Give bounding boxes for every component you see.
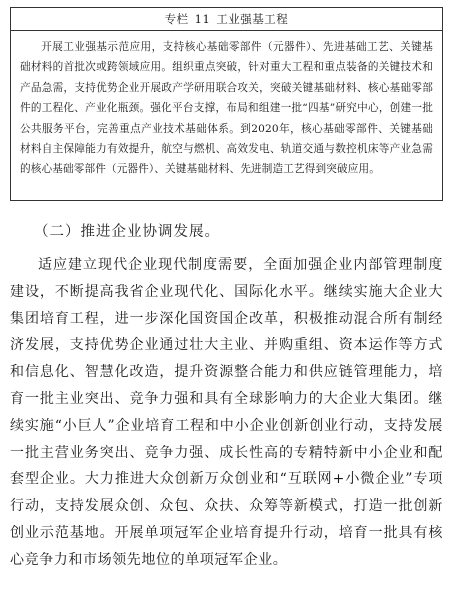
column-header — [11, 8, 442, 31]
main-paragraph: 适应建立现代企业现代制度需要，全面加强企业内部管理制度建设，不断提高我省企业现代化、国际化水平。继续实施大企业大集团培育工程，进一步深化国资国企改革，积极推动混合所有制经济发展，支持优势企业通过壮大主业、并购重组、资本运作等方式和信息化、智慧化改造，提升资源整合能力和供应链管理能力，培育一批主业突出、竞争力强和具有全球影响力的大企业大集团。继续实施“小巨人”企业培育工程和中小企业创新创业行动，支持发展一批主营业务突出、竞争力强、成长性高的专精特新中小企业和配套型企业。大力推进大众创新万众创业和“互联网+小微企业”专项行动，支持发展众创、众包、众扶、众筹等新模式，打造一批创新创业示范基地。开展单项冠军企业培育提升行动，培育一批具有核心竞争力和市场领先地位的单项冠军企业。 — [10, 257, 443, 568]
column-label: 专栏 — [164, 12, 189, 26]
column-box — [10, 7, 443, 201]
section-title: （二）推进企业协调发展。 — [34, 224, 220, 240]
column-title: 工业强基工程 — [216, 12, 289, 26]
column-body: 开展工业强基示范应用，支持核心基础零部件（元器件）、先进基础工艺、关键基础材料的首批次或跨领域应用。组织重点突破，针对重大工程和重点装备的关键技术和产品急需，支持优势企业开展政产学研用联合攻关，突破关键基础材料、核心基础零部件的工程化、产业化瓶颈。强化平台支撑，布局和组建一批“四基”研究中心，创建一批公共服务平台，完善重点产业技术基础体系。到2020年，核心基础零部件、关键基础材料自主保障能力有效提升，航空与燃机、高效发电、轨道交通与数控机床等产业急需的核心基础零部件（元器件）、关键基础材料、先进制造工艺得到突破应用。 — [20, 41, 433, 176]
column-number: 11 — [194, 12, 211, 26]
